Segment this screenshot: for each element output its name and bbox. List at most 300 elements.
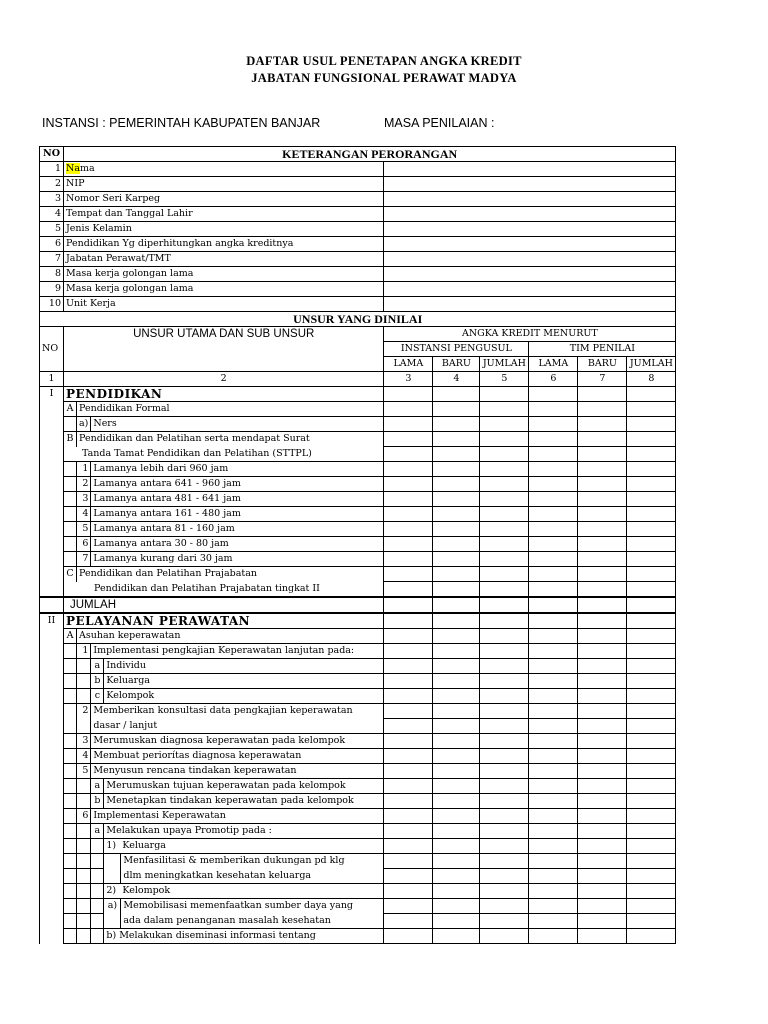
- value-cell[interactable]: [384, 839, 433, 854]
- value-cell[interactable]: [627, 704, 676, 719]
- personal-field-value[interactable]: [384, 282, 676, 297]
- value-cell[interactable]: [480, 477, 529, 492]
- table-row: [40, 689, 676, 704]
- personal-field-value[interactable]: [384, 207, 676, 222]
- value-cell[interactable]: [384, 734, 433, 749]
- table-cell: [40, 839, 64, 854]
- value-cell[interactable]: [578, 884, 627, 899]
- value-cell[interactable]: [480, 854, 529, 869]
- no-header: NO: [40, 147, 64, 162]
- value-cell[interactable]: [384, 507, 433, 522]
- value-cell[interactable]: [433, 492, 480, 507]
- value-cell[interactable]: [529, 869, 578, 884]
- value-cell[interactable]: [627, 477, 676, 492]
- value-cell[interactable]: [578, 659, 627, 674]
- value-cell[interactable]: [578, 809, 627, 824]
- value-cell[interactable]: [627, 899, 676, 914]
- value-cell[interactable]: [480, 522, 529, 537]
- value-cell[interactable]: [578, 567, 627, 582]
- row-number: 1: [40, 162, 64, 177]
- value-cell[interactable]: [433, 537, 480, 552]
- value-cell[interactable]: [578, 507, 627, 522]
- value-cell[interactable]: [627, 674, 676, 689]
- value-cell[interactable]: [578, 839, 627, 854]
- value-cell[interactable]: [578, 794, 627, 809]
- value-cell[interactable]: [433, 659, 480, 674]
- value-cell[interactable]: [384, 659, 433, 674]
- value-cell[interactable]: [627, 854, 676, 869]
- value-cell[interactable]: [529, 492, 578, 507]
- value-cell[interactable]: [529, 764, 578, 779]
- value-cell[interactable]: [433, 884, 480, 899]
- table-row: [40, 597, 676, 613]
- item-number: 1: [77, 462, 91, 477]
- table-cell: [64, 507, 77, 522]
- value-cell[interactable]: [433, 674, 480, 689]
- value-cell[interactable]: [627, 764, 676, 779]
- value-cell[interactable]: [627, 719, 676, 734]
- table-row: [40, 372, 676, 387]
- value-cell[interactable]: [480, 567, 529, 582]
- value-cell[interactable]: [627, 522, 676, 537]
- value-cell[interactable]: [529, 582, 578, 598]
- value-cell[interactable]: [384, 644, 433, 659]
- value-cell[interactable]: [529, 659, 578, 674]
- value-cell[interactable]: [433, 644, 480, 659]
- table-cell: [77, 719, 91, 734]
- value-cell[interactable]: [384, 522, 433, 537]
- value-cell[interactable]: [627, 734, 676, 749]
- value-cell[interactable]: [578, 914, 627, 929]
- personal-field-value[interactable]: [384, 222, 676, 237]
- value-cell[interactable]: [480, 629, 529, 644]
- value-cell[interactable]: [627, 689, 676, 704]
- value-cell[interactable]: [480, 387, 529, 402]
- personal-field-value[interactable]: [384, 162, 676, 177]
- value-cell[interactable]: [578, 734, 627, 749]
- value-cell[interactable]: [480, 764, 529, 779]
- value-cell[interactable]: [529, 522, 578, 537]
- table-cell: [91, 839, 104, 854]
- value-cell[interactable]: [384, 629, 433, 644]
- value-cell[interactable]: [433, 794, 480, 809]
- table-row: [40, 613, 676, 629]
- value-cell[interactable]: [529, 462, 578, 477]
- value-cell[interactable]: [578, 689, 627, 704]
- value-cell[interactable]: [433, 522, 480, 537]
- table-row: [40, 237, 676, 252]
- value-cell[interactable]: [627, 869, 676, 884]
- value-cell[interactable]: [627, 644, 676, 659]
- value-cell[interactable]: [529, 629, 578, 644]
- value-cell[interactable]: [433, 764, 480, 779]
- value-cell[interactable]: [578, 854, 627, 869]
- value-cell[interactable]: [433, 552, 480, 567]
- value-cell[interactable]: [529, 387, 578, 402]
- value-cell[interactable]: [578, 929, 627, 944]
- value-cell[interactable]: [384, 719, 433, 734]
- value-cell[interactable]: [578, 629, 627, 644]
- value-cell[interactable]: [627, 582, 676, 598]
- value-cell[interactable]: [384, 794, 433, 809]
- value-cell[interactable]: [480, 734, 529, 749]
- value-cell[interactable]: [627, 839, 676, 854]
- value-cell[interactable]: [529, 884, 578, 899]
- table-cell: [64, 522, 77, 537]
- table-cell: [104, 854, 121, 869]
- value-cell[interactable]: [480, 492, 529, 507]
- table-row: [40, 252, 676, 267]
- item-label: dlm meningkatkan kesehatan keluarga: [121, 869, 384, 884]
- value-cell[interactable]: [529, 794, 578, 809]
- jumlah-label: JUMLAH: [64, 597, 384, 613]
- value-cell[interactable]: [480, 899, 529, 914]
- item-label: Implementasi Keperawatan: [91, 809, 384, 824]
- item-label: Merumuskan diagnosa keperawatan pada kelompok: [91, 734, 384, 749]
- personal-field-label: Masa kerja golongan lama: [64, 267, 384, 282]
- value-cell[interactable]: [627, 779, 676, 794]
- value-cell[interactable]: [384, 809, 433, 824]
- value-cell[interactable]: [578, 779, 627, 794]
- value-cell[interactable]: [433, 854, 480, 869]
- value-cell[interactable]: [433, 597, 480, 613]
- table-cell: [77, 794, 91, 809]
- value-cell[interactable]: [627, 507, 676, 522]
- value-cell[interactable]: [529, 749, 578, 764]
- value-cell[interactable]: [578, 644, 627, 659]
- table-row: [40, 704, 676, 719]
- value-cell[interactable]: [578, 462, 627, 477]
- value-cell[interactable]: [433, 432, 480, 447]
- unsur-dinilai-heading: UNSUR YANG DINILAI: [40, 312, 676, 327]
- value-cell[interactable]: [433, 734, 480, 749]
- value-cell[interactable]: [578, 582, 627, 598]
- value-cell[interactable]: [480, 929, 529, 944]
- table-cell: [77, 914, 91, 929]
- sub-letter: C: [64, 567, 77, 582]
- value-cell[interactable]: [480, 417, 529, 432]
- value-cell[interactable]: [480, 613, 529, 629]
- value-cell[interactable]: [384, 929, 433, 944]
- value-cell[interactable]: [578, 417, 627, 432]
- value-cell[interactable]: [627, 929, 676, 944]
- value-cell[interactable]: [384, 854, 433, 869]
- value-cell[interactable]: [433, 749, 480, 764]
- value-cell[interactable]: [529, 689, 578, 704]
- value-cell[interactable]: [433, 899, 480, 914]
- table-cell: 1: [40, 372, 64, 387]
- value-cell[interactable]: [433, 477, 480, 492]
- value-cell[interactable]: [627, 629, 676, 644]
- value-cell[interactable]: [627, 749, 676, 764]
- row-number: 10: [40, 297, 64, 312]
- value-cell[interactable]: [578, 432, 627, 447]
- value-cell[interactable]: [384, 447, 433, 462]
- value-cell[interactable]: [627, 537, 676, 552]
- value-cell[interactable]: [529, 929, 578, 944]
- value-cell[interactable]: [433, 809, 480, 824]
- value-cell[interactable]: [433, 839, 480, 854]
- value-cell[interactable]: [578, 492, 627, 507]
- value-cell[interactable]: [578, 764, 627, 779]
- value-cell[interactable]: [627, 567, 676, 582]
- table-cell: [64, 477, 77, 492]
- value-cell[interactable]: [384, 567, 433, 582]
- value-cell[interactable]: [529, 839, 578, 854]
- value-cell[interactable]: [529, 674, 578, 689]
- value-cell[interactable]: [627, 432, 676, 447]
- value-cell[interactable]: [578, 522, 627, 537]
- personal-field-value[interactable]: [384, 192, 676, 207]
- table-cell: [40, 659, 64, 674]
- value-cell[interactable]: [384, 597, 433, 613]
- value-cell[interactable]: [627, 417, 676, 432]
- value-cell[interactable]: [480, 869, 529, 884]
- value-cell[interactable]: [384, 914, 433, 929]
- value-cell[interactable]: [529, 914, 578, 929]
- value-cell[interactable]: [578, 704, 627, 719]
- value-cell[interactable]: [384, 582, 433, 598]
- value-cell[interactable]: [384, 462, 433, 477]
- value-cell[interactable]: [480, 582, 529, 598]
- value-cell[interactable]: [578, 387, 627, 402]
- value-cell[interactable]: [578, 552, 627, 567]
- item-label: Lamanya antara 481 - 641 jam: [91, 492, 384, 507]
- value-cell[interactable]: [529, 477, 578, 492]
- value-cell[interactable]: [627, 462, 676, 477]
- table-cell: [64, 417, 77, 432]
- value-cell[interactable]: [529, 417, 578, 432]
- value-cell[interactable]: [384, 884, 433, 899]
- value-cell[interactable]: [384, 492, 433, 507]
- table-cell: [40, 477, 64, 492]
- value-cell[interactable]: [433, 779, 480, 794]
- value-cell[interactable]: [480, 704, 529, 719]
- value-cell[interactable]: [384, 387, 433, 402]
- value-cell[interactable]: [384, 764, 433, 779]
- personal-field-value[interactable]: [384, 237, 676, 252]
- value-cell[interactable]: [529, 854, 578, 869]
- value-cell[interactable]: [433, 929, 480, 944]
- value-cell[interactable]: [480, 809, 529, 824]
- value-cell[interactable]: [529, 734, 578, 749]
- value-cell[interactable]: [480, 674, 529, 689]
- table-cell: 5: [480, 372, 529, 387]
- item-number: a): [104, 899, 121, 914]
- value-cell[interactable]: [384, 674, 433, 689]
- item-number: 3: [77, 734, 91, 749]
- value-cell[interactable]: [578, 824, 627, 839]
- row-number: 8: [40, 267, 64, 282]
- value-cell[interactable]: [529, 507, 578, 522]
- item-number: 6: [77, 537, 91, 552]
- item-label: dasar / lanjut: [91, 719, 384, 734]
- value-cell[interactable]: [384, 779, 433, 794]
- value-cell[interactable]: [384, 402, 433, 417]
- value-cell[interactable]: [384, 537, 433, 552]
- item-number: 4: [77, 507, 91, 522]
- value-cell[interactable]: [529, 704, 578, 719]
- value-cell[interactable]: [384, 869, 433, 884]
- value-cell[interactable]: [480, 914, 529, 929]
- value-cell[interactable]: [529, 447, 578, 462]
- value-cell[interactable]: [384, 432, 433, 447]
- value-cell[interactable]: [433, 704, 480, 719]
- item-number: a: [91, 824, 104, 839]
- value-cell[interactable]: [627, 613, 676, 629]
- item-label: Pendidikan dan Pelatihan Prajabatan tingkat II: [64, 582, 384, 598]
- row-number: 2: [40, 177, 64, 192]
- personal-field-value[interactable]: [384, 252, 676, 267]
- table-row: [40, 147, 676, 162]
- value-cell[interactable]: [627, 447, 676, 462]
- value-cell[interactable]: [480, 749, 529, 764]
- value-cell[interactable]: [578, 719, 627, 734]
- value-cell[interactable]: [480, 507, 529, 522]
- personal-field-value[interactable]: [384, 297, 676, 312]
- value-cell[interactable]: [384, 613, 433, 629]
- table-cell: 8: [627, 372, 676, 387]
- value-cell[interactable]: [433, 613, 480, 629]
- value-cell[interactable]: [529, 402, 578, 417]
- value-cell[interactable]: [384, 417, 433, 432]
- value-cell[interactable]: [578, 674, 627, 689]
- value-cell[interactable]: [480, 432, 529, 447]
- table-row: [40, 824, 676, 839]
- value-cell[interactable]: [480, 884, 529, 899]
- table-row: [40, 794, 676, 809]
- value-cell[interactable]: [529, 537, 578, 552]
- value-cell[interactable]: [384, 749, 433, 764]
- item-label: Lamanya lebih dari 960 jam: [91, 462, 384, 477]
- item-number: 5: [77, 522, 91, 537]
- value-cell[interactable]: [433, 914, 480, 929]
- table-cell: [40, 432, 64, 447]
- value-cell[interactable]: [480, 597, 529, 613]
- table-cell: [64, 929, 77, 944]
- value-cell[interactable]: [529, 644, 578, 659]
- value-cell[interactable]: [627, 402, 676, 417]
- value-cell[interactable]: [627, 809, 676, 824]
- value-cell[interactable]: [384, 552, 433, 567]
- value-cell[interactable]: [627, 824, 676, 839]
- table-cell: [77, 689, 91, 704]
- value-cell[interactable]: [627, 914, 676, 929]
- value-cell[interactable]: [627, 794, 676, 809]
- value-cell[interactable]: [433, 462, 480, 477]
- value-cell[interactable]: [627, 884, 676, 899]
- value-cell[interactable]: [529, 779, 578, 794]
- value-cell[interactable]: [480, 447, 529, 462]
- table-cell: [77, 839, 91, 854]
- value-cell[interactable]: [578, 749, 627, 764]
- item-label: Lamanya antara 161 - 480 jam: [91, 507, 384, 522]
- value-cell[interactable]: [578, 869, 627, 884]
- item-label: Lamanya antara 81 - 160 jam: [91, 522, 384, 537]
- value-cell[interactable]: [480, 402, 529, 417]
- value-cell[interactable]: [627, 597, 676, 613]
- value-cell[interactable]: [480, 462, 529, 477]
- value-cell[interactable]: [529, 567, 578, 582]
- value-cell[interactable]: [578, 402, 627, 417]
- table-cell: [40, 402, 64, 417]
- item-number: 2: [77, 477, 91, 492]
- value-cell[interactable]: [480, 794, 529, 809]
- table-row: [40, 884, 676, 899]
- table-row: [40, 267, 676, 282]
- lama-header: LAMA: [529, 357, 578, 372]
- value-cell[interactable]: [529, 613, 578, 629]
- value-cell[interactable]: [433, 417, 480, 432]
- item-label: Menfasilitasi & memberikan dukungan pd klg: [121, 854, 384, 869]
- value-cell[interactable]: [480, 644, 529, 659]
- table-cell: [40, 492, 64, 507]
- value-cell[interactable]: [384, 704, 433, 719]
- value-cell[interactable]: [384, 689, 433, 704]
- personal-field-value[interactable]: [384, 177, 676, 192]
- value-cell[interactable]: [627, 387, 676, 402]
- value-cell[interactable]: [433, 447, 480, 462]
- value-cell[interactable]: [627, 659, 676, 674]
- value-cell[interactable]: [433, 582, 480, 598]
- value-cell[interactable]: [433, 869, 480, 884]
- value-cell[interactable]: [480, 659, 529, 674]
- value-cell[interactable]: [433, 387, 480, 402]
- value-cell[interactable]: [433, 689, 480, 704]
- value-cell[interactable]: [529, 552, 578, 567]
- value-cell[interactable]: [480, 779, 529, 794]
- table-cell: [40, 764, 64, 779]
- value-cell[interactable]: [433, 507, 480, 522]
- value-cell[interactable]: [433, 719, 480, 734]
- value-cell[interactable]: [529, 719, 578, 734]
- table-row: [40, 417, 676, 432]
- value-cell[interactable]: [480, 839, 529, 854]
- value-cell[interactable]: [578, 899, 627, 914]
- value-cell[interactable]: [529, 824, 578, 839]
- jumlah-header: JUMLAH: [627, 357, 676, 372]
- value-cell[interactable]: [480, 552, 529, 567]
- value-cell[interactable]: [578, 597, 627, 613]
- value-cell[interactable]: [384, 477, 433, 492]
- value-cell[interactable]: [578, 447, 627, 462]
- value-cell[interactable]: [480, 689, 529, 704]
- table-cell: [77, 659, 91, 674]
- table-row: [40, 659, 676, 674]
- value-cell[interactable]: [480, 719, 529, 734]
- value-cell[interactable]: [529, 597, 578, 613]
- value-cell[interactable]: [384, 824, 433, 839]
- value-cell[interactable]: [384, 899, 433, 914]
- table-row: [40, 492, 676, 507]
- value-cell[interactable]: [433, 629, 480, 644]
- value-cell[interactable]: [578, 537, 627, 552]
- value-cell[interactable]: [529, 899, 578, 914]
- value-cell[interactable]: [433, 402, 480, 417]
- value-cell[interactable]: [480, 537, 529, 552]
- personal-field-value[interactable]: [384, 267, 676, 282]
- value-cell[interactable]: [578, 477, 627, 492]
- value-cell[interactable]: [433, 824, 480, 839]
- value-cell[interactable]: [627, 552, 676, 567]
- value-cell[interactable]: [529, 809, 578, 824]
- value-cell[interactable]: [627, 492, 676, 507]
- value-cell[interactable]: [480, 824, 529, 839]
- value-cell[interactable]: [433, 567, 480, 582]
- value-cell[interactable]: [529, 432, 578, 447]
- value-cell[interactable]: [578, 613, 627, 629]
- table-row: [40, 629, 676, 644]
